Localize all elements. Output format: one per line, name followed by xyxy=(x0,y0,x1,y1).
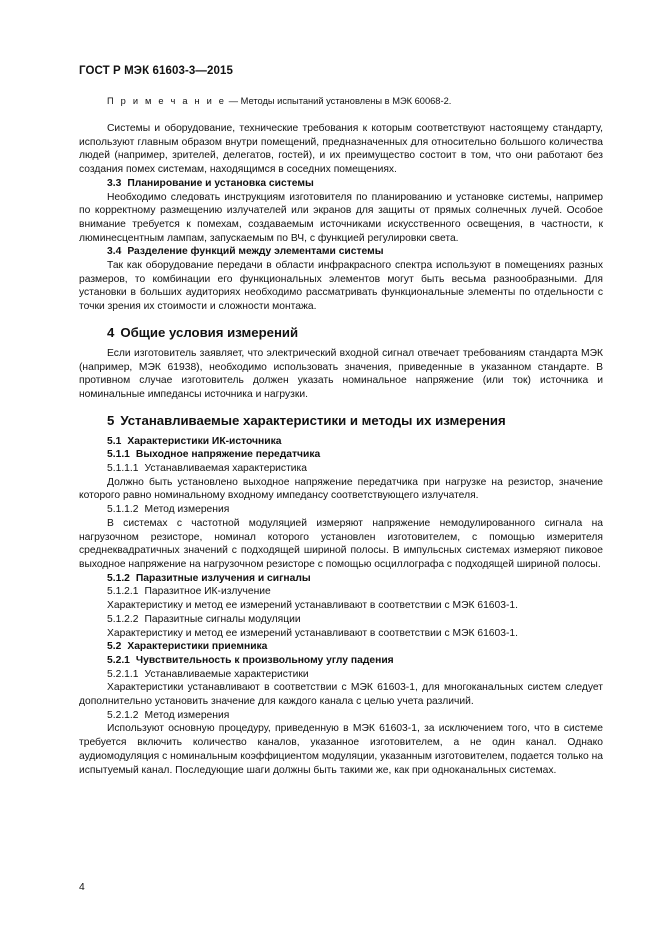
note-text: — Методы испытаний установлены в МЭК 60068-2. xyxy=(226,96,452,106)
section-5-1-1-heading: 5.1.1 Выходное напряжение передатчика xyxy=(107,449,321,461)
section-5-1-2-1-heading: 5.1.2.1 Паразитное ИК-излучение xyxy=(107,586,271,598)
section-5-1-1-2-paragraph: В системах с частотной модуляцией измеряют напряжение немодулированного сигнала на нагрузочном резисторе, номинал которого установлен изготовителем, с помощью измерителя среднеквадратичных значений с подходящей шириной полосы. В импульсных системах измеряют пиковое выходное напряжение на нагрузочном резисторе с помощью осциллографа с подходящей шириной полосы. xyxy=(79,517,603,570)
section-5-1-heading: 5.1 Характеристики ИК-источника xyxy=(107,435,282,447)
section-5-2-1-1-heading: 5.2.1.1 Устанавливаемые характеристики xyxy=(107,668,309,680)
document-header: ГОСТ Р МЭК 61603-3—2015 xyxy=(79,65,233,77)
section-5-1-1-1-paragraph: Должно быть установлено выходное напряжение передатчика при нагрузке на резистор, значение которого равно номинальному входному импедансу соответствующего излучателя. xyxy=(79,476,603,502)
section-5-1-2-1-paragraph: Характеристику и метод ее измерений устанавливают в соответствии с МЭК 61603-1. xyxy=(107,600,519,612)
section-5-1-2-2-paragraph: Характеристику и метод ее измерений устанавливают в соответствии с МЭК 61603-1. xyxy=(107,627,519,639)
section-3-3-heading: 3.3 Планирование и установка системы xyxy=(107,177,314,189)
note xyxy=(79,95,603,108)
section-5-1-2-2-heading: 5.1.2.2 Паразитные сигналы модуляции xyxy=(107,613,301,625)
page-number: 4 xyxy=(79,882,85,893)
section-4-heading: 4 Общие условия измерений xyxy=(107,324,299,340)
section-5-heading: 5 Устанавливаемые характеристики и методы их измерения xyxy=(107,412,506,428)
section-5-1-2-heading: 5.1.2 Паразитные излучения и сигналы xyxy=(107,572,311,584)
section-3-4-paragraph: Так как оборудование передачи в области инфракрасного спектра используют в помещениях разных размеров, то комбинации его функциональных элементов могут быть весьма разнообразными. Для установки в больших аудиториях необходимо рассматривать функциональные элементы по отдельности с точки зрения их стоимости и сложности монтажа. xyxy=(79,260,603,313)
intro-paragraph: Системы и оборудование, технические требования к которым соответствуют настоящему стандарту, используют главным образом внутри помещений, предназначенных для относительно большого количества людей (например, зрителей, делегатов, гостей), и их преимущество состоит в том, что они работают без создания помех системам, находящимся в соседних помещениях. xyxy=(79,123,603,176)
section-3-4-heading: 3.4 Разделение функций между элементами системы xyxy=(107,246,384,258)
section-5-1-1-1-heading: 5.1.1.1 Устанавливаемая характеристика xyxy=(107,463,307,475)
section-5-2-1-heading: 5.2.1 Чувствительность к произвольному углу падения xyxy=(107,654,394,666)
section-4-paragraph: Если изготовитель заявляет, что электрический входной сигнал отвечает требованиям стандарта МЭК (например, МЭК 61938), необходимо использовать значения, приведенные в указанном стандарте. В противном случае изготовитель должен указать номинальное напряжение (или ток) источника и номинальные импедансы источника и нагрузки. xyxy=(79,347,603,400)
section-5-1-1-2-heading: 5.1.1.2 Метод измерения xyxy=(107,504,230,516)
section-3-3-paragraph: Необходимо следовать инструкциям изготовителя по планированию и установке системы, например по корректному размещению излучателей или экранов для защиты от прямых солнечных лучей. Особое внимание требуется к помехам, создаваемым источниками искусственного освещения, в частности, к люминесцентным лампам, запускаемым по ВЧ, с функцией регулировки света. xyxy=(79,191,603,244)
document-body xyxy=(79,95,603,777)
section-5-2-1-2-heading: 5.2.1.2 Метод измерения xyxy=(107,709,230,721)
section-5-2-heading: 5.2 Характеристики приемника xyxy=(107,641,268,653)
section-5-2-1-2-paragraph: Используют основную процедуру, приведенную в МЭК 61603-1, за исключением того, что в системе требуется включить количество каналов, указанное изготовителем, а не один канал. Однако аудиомодуляция с номинальным коэффициентом модуляции, указанным изготовителем, подается только на испытуемый канал. Последующие шаги должны быть такими же, как при одноканальных системах. xyxy=(79,723,603,776)
section-5-2-1-1-paragraph: Характеристики устанавливают в соответствии с МЭК 61603-1, для многоканальных систем следует дополнительно установить значение для каждого канала с целью учета различий. xyxy=(79,682,603,708)
note-label: П р и м е ч а н и е xyxy=(107,96,227,106)
